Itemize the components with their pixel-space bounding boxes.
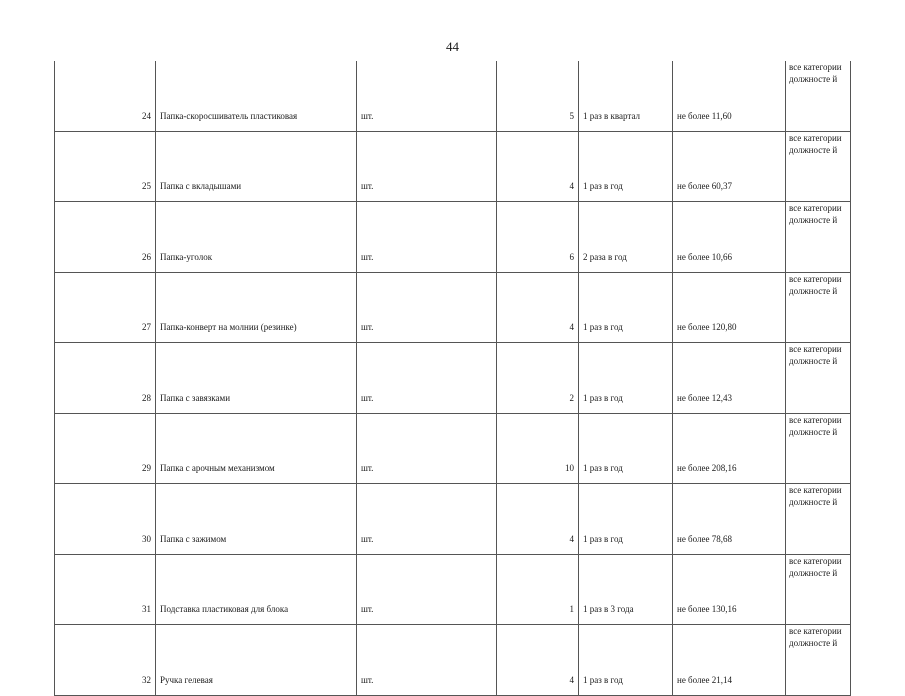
quantity-cell: 4	[497, 625, 579, 696]
period-cell: 1 раз в квартал	[579, 61, 673, 131]
table-row	[55, 131, 851, 202]
period-cell: 1 раз в год	[579, 343, 673, 414]
period-cell: 2 раза в год	[579, 202, 673, 273]
category-cell: все категории должносте й	[786, 131, 851, 202]
unit-cell: шт.	[357, 61, 497, 131]
unit-cell: шт.	[357, 202, 497, 273]
price-cell: не более 130,16	[673, 554, 786, 625]
table-row	[55, 272, 851, 343]
price-cell: не более 11,60	[673, 61, 786, 131]
row-number-cell: 26	[55, 202, 156, 273]
table-row	[55, 61, 851, 131]
period-cell: 1 раз в год	[579, 484, 673, 555]
quantity-cell: 4	[497, 131, 579, 202]
unit-cell: шт.	[357, 413, 497, 484]
quantity-cell: 4	[497, 484, 579, 555]
category-cell: все категории должносте й	[786, 484, 851, 555]
table-row	[55, 202, 851, 273]
table-row	[55, 343, 851, 414]
unit-cell: шт.	[357, 625, 497, 696]
item-name-cell: Папка с арочным механизмом	[156, 413, 357, 484]
price-cell: не более 10,66	[673, 202, 786, 273]
item-name-cell: Папка-уголок	[156, 202, 357, 273]
row-number-cell: 28	[55, 343, 156, 414]
period-cell: 1 раз в год	[579, 272, 673, 343]
quantity-cell: 1	[497, 554, 579, 625]
category-cell: все категории должносте й	[786, 343, 851, 414]
unit-cell: шт.	[357, 272, 497, 343]
category-cell: все категории должносте й	[786, 554, 851, 625]
row-number-cell: 32	[55, 625, 156, 696]
item-name-cell: Подставка пластиковая для блока	[156, 554, 357, 625]
period-cell: 1 раз в год	[579, 413, 673, 484]
item-name-cell: Папка-скоросшиватель пластиковая	[156, 61, 357, 131]
item-name-cell: Папка-конверт на молнии (резинке)	[156, 272, 357, 343]
category-cell: все категории должносте й	[786, 272, 851, 343]
price-cell: не более 78,68	[673, 484, 786, 555]
quantity-cell: 2	[497, 343, 579, 414]
quantity-cell: 6	[497, 202, 579, 273]
unit-cell: шт.	[357, 484, 497, 555]
item-name-cell: Папка с завязками	[156, 343, 357, 414]
row-number-cell: 31	[55, 554, 156, 625]
item-name-cell: Папка с зажимом	[156, 484, 357, 555]
row-number-cell: 24	[55, 61, 156, 131]
category-cell: все категории должносте й	[786, 413, 851, 484]
table-row	[55, 413, 851, 484]
quantity-cell: 5	[497, 61, 579, 131]
table-row	[55, 625, 851, 696]
row-number-cell: 30	[55, 484, 156, 555]
price-cell: не более 60,37	[673, 131, 786, 202]
unit-cell: шт.	[357, 131, 497, 202]
row-number-cell: 27	[55, 272, 156, 343]
table-row	[55, 484, 851, 555]
page-number: 44	[446, 39, 459, 54]
quantity-cell: 10	[497, 413, 579, 484]
category-cell: все категории должносте й	[786, 61, 851, 131]
row-number-cell: 29	[55, 413, 156, 484]
row-number-cell: 25	[55, 131, 156, 202]
period-cell: 1 раз в год	[579, 131, 673, 202]
item-name-cell: Ручка гелевая	[156, 625, 357, 696]
price-cell: не более 12,43	[673, 343, 786, 414]
price-cell: не более 208,16	[673, 413, 786, 484]
price-cell: не более 21,14	[673, 625, 786, 696]
item-name-cell: Папка с вкладышами	[156, 131, 357, 202]
category-cell: все категории должносте й	[786, 625, 851, 696]
quantity-cell: 4	[497, 272, 579, 343]
table-row	[55, 554, 851, 625]
supplies-table	[54, 61, 851, 696]
period-cell: 1 раз в 3 года	[579, 554, 673, 625]
price-cell: не более 120,80	[673, 272, 786, 343]
table-body	[55, 61, 851, 695]
unit-cell: шт.	[357, 343, 497, 414]
category-cell: все категории должносте й	[786, 202, 851, 273]
unit-cell: шт.	[357, 554, 497, 625]
period-cell: 1 раз в год	[579, 625, 673, 696]
